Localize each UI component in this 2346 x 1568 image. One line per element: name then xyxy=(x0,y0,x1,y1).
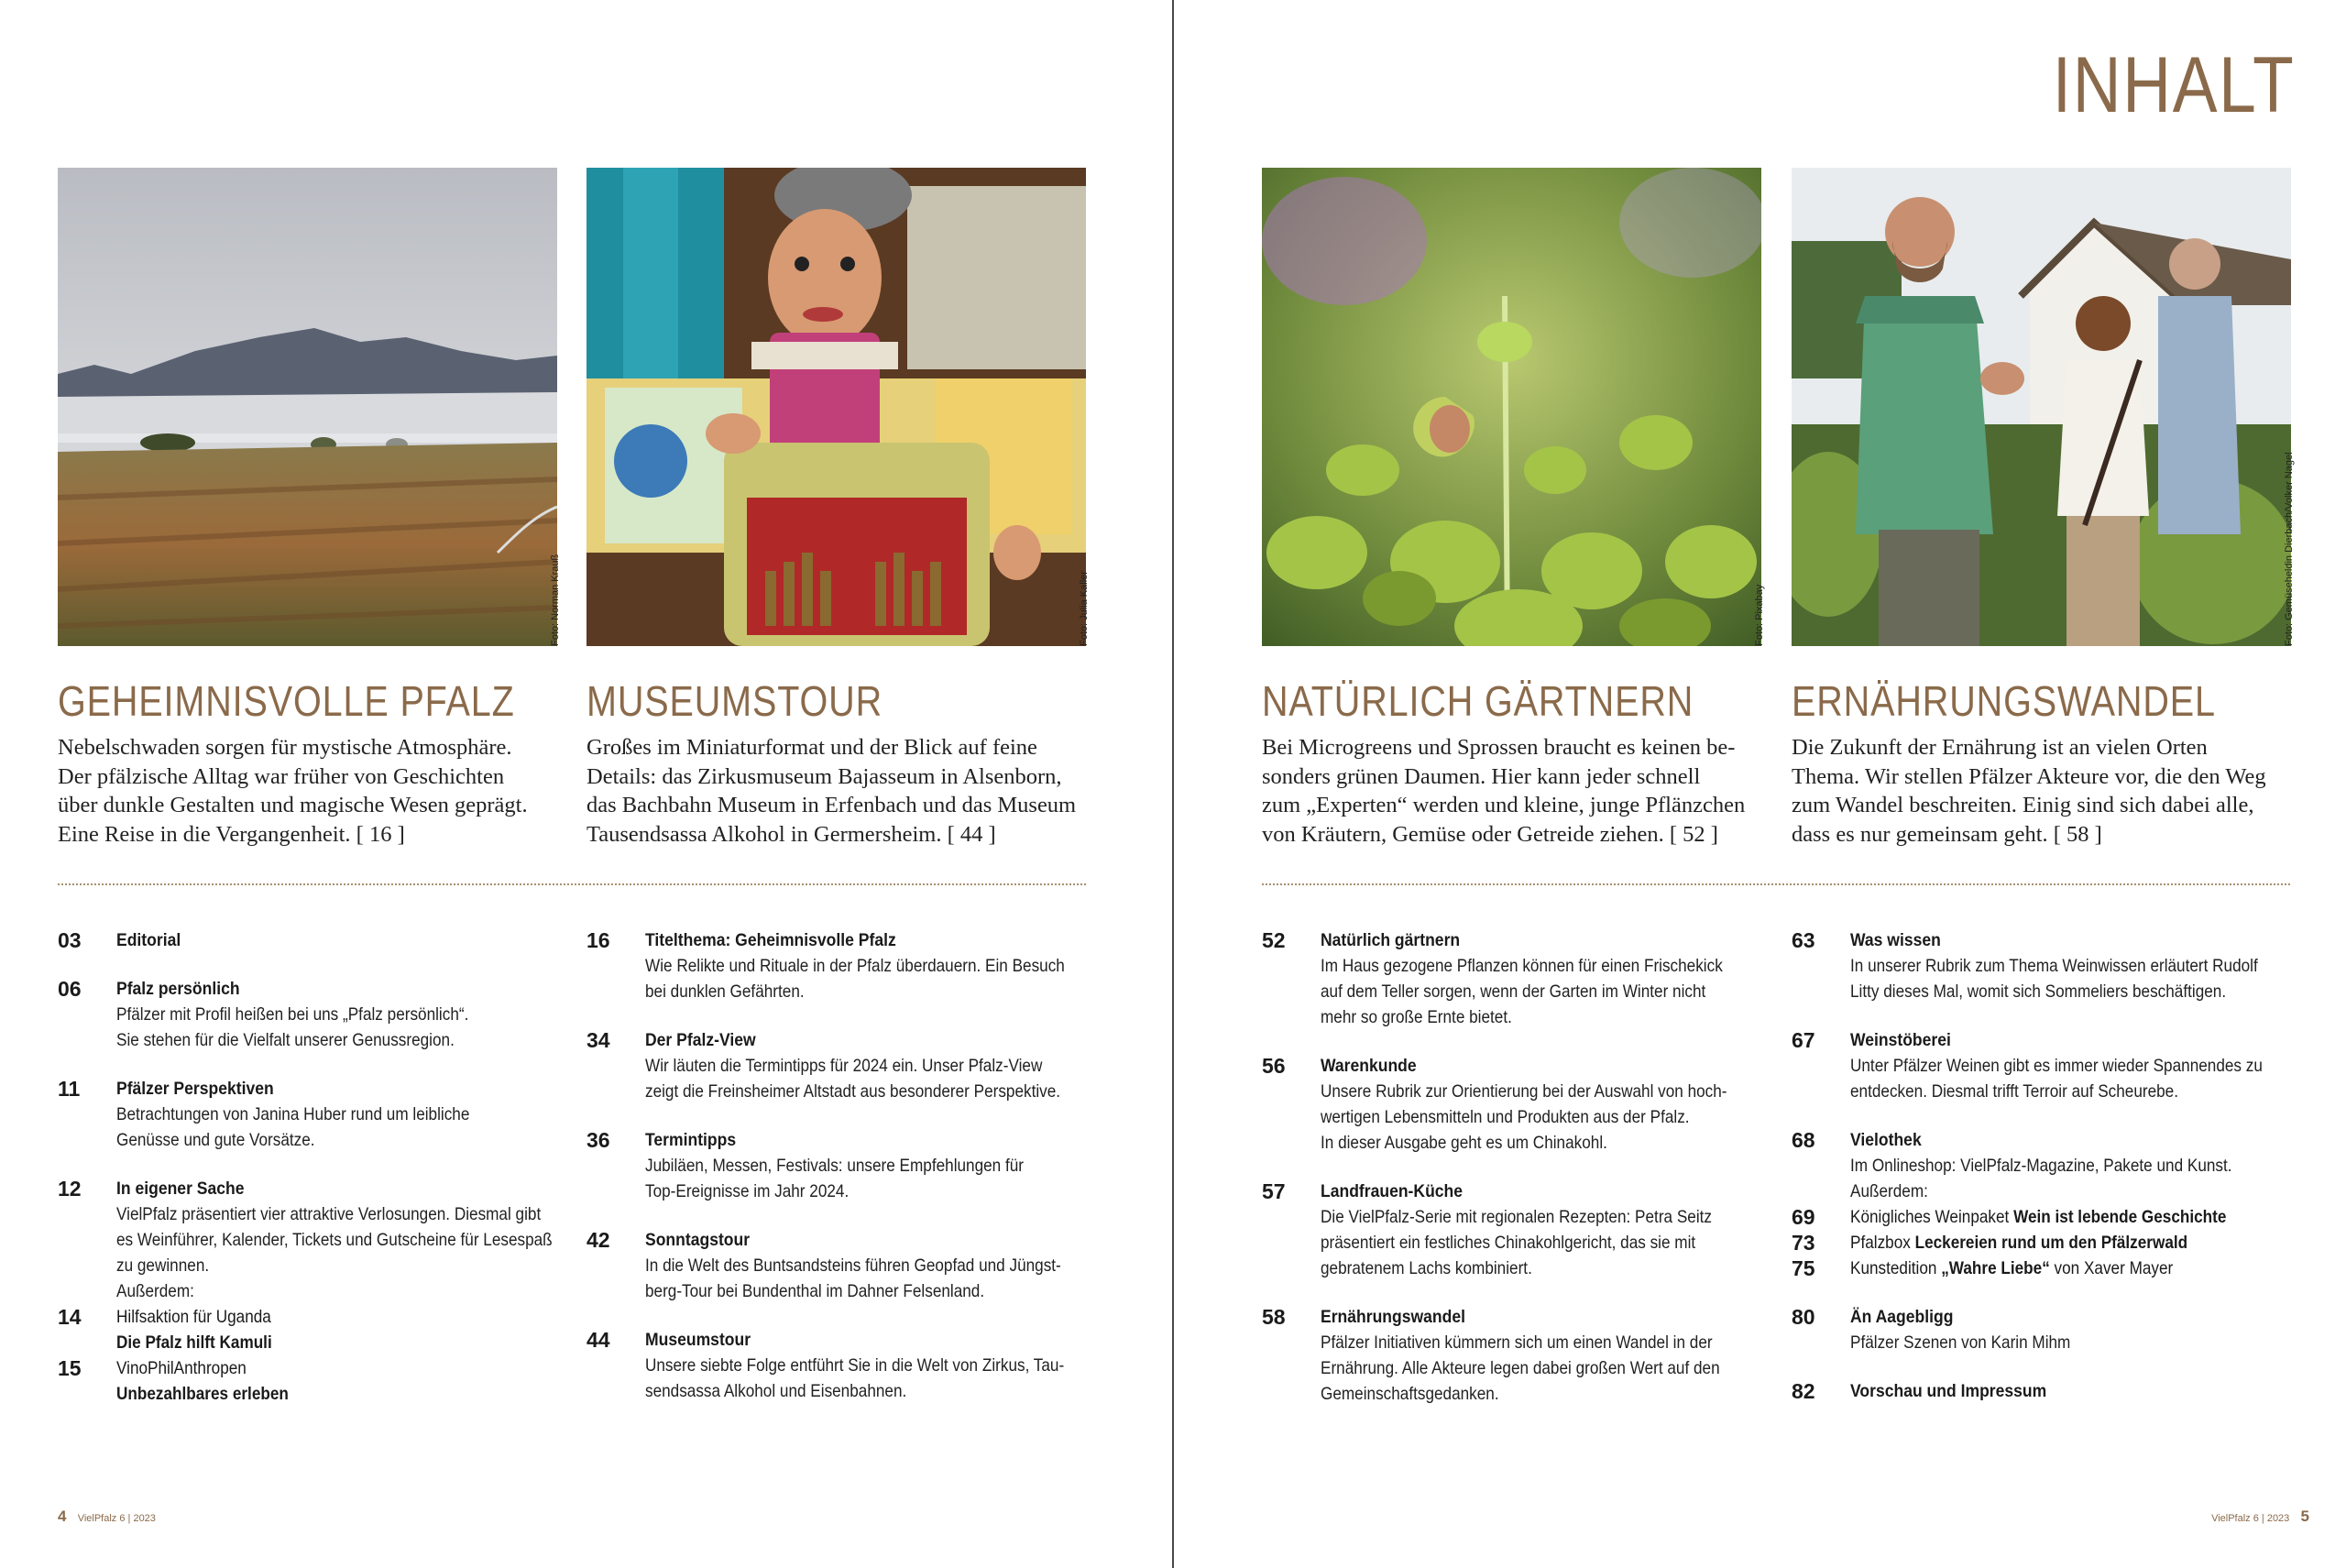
toc-entry[interactable] xyxy=(58,1076,571,1153)
entry-description: Wir läuten die Termintipps für 2024 ein. Unser Pfalz-View xyxy=(645,1056,1043,1076)
entry-description: Außerdem: xyxy=(1850,1181,1928,1201)
feature-title: GEHEIMNISVOLLE PFALZ xyxy=(58,677,515,725)
sub-entry-text: Hilfsaktion für Uganda xyxy=(116,1307,271,1327)
entry-description: VielPfalz präsentiert vier attraktive Verlosungen. Diesmal gibt xyxy=(116,1204,542,1224)
sub-entry-prefix: Kunstedition xyxy=(1850,1258,1942,1278)
entry-description: entdecken. Diesmal trifft Terroir auf Scheurebe. xyxy=(1850,1081,2179,1102)
toc-entry[interactable] xyxy=(1792,1027,2305,1104)
entry-description: Unsere siebte Folge entführt Sie in die Welt von Zirkus, Tau- xyxy=(645,1355,1065,1376)
entry-description: Wie Relikte und Rituale in der Pfalz überdauern. Ein Besuch xyxy=(645,956,1065,976)
magazine-issue: VielPfalz 6 | 2023 xyxy=(2211,1513,2290,1524)
toc-sub-entry[interactable] xyxy=(58,1381,571,1407)
entry-description: Im Haus gezogene Pflanzen können für einen Frischekick xyxy=(1321,956,1723,976)
toc-entry[interactable] xyxy=(586,927,1100,1004)
feature-text xyxy=(58,733,557,849)
entry-description: mehr so große Ernte bietet. xyxy=(1321,1007,1512,1027)
photo-misty-vineyard xyxy=(58,168,557,646)
feature-line: Tausendsassa Alkohol in Germersheim. [ 44 ] xyxy=(586,821,996,847)
page-number: 63 xyxy=(1792,928,1815,952)
feature-text xyxy=(1792,733,2291,849)
toc-sub-entry[interactable] xyxy=(58,1355,571,1381)
photo-credit: Foto: Norman Krauß xyxy=(550,554,561,646)
entry-title: Än Aagebligg xyxy=(1850,1307,1954,1327)
entry-title: Warenkunde xyxy=(1321,1056,1417,1076)
entry-description: In dieser Ausgabe geht es um Chinakohl. xyxy=(1321,1133,1607,1153)
page-number: 16 xyxy=(586,928,610,952)
entry-description: gebratenem Lachs kombiniert. xyxy=(1321,1258,1532,1278)
magazine-issue: VielPfalz 6 | 2023 xyxy=(77,1513,156,1524)
sub-entry-text: Die Pfalz hilft Kamuli xyxy=(116,1332,272,1353)
toc-sub-entry[interactable] xyxy=(58,1304,571,1330)
toc-column-1 xyxy=(58,927,571,1407)
toc-entry[interactable] xyxy=(1262,1053,1775,1156)
entry-description: bei dunklen Gefährten. xyxy=(645,981,805,1002)
entry-description: auf dem Teller sorgen, wenn der Garten im Winter nicht xyxy=(1321,981,1706,1002)
page-number: 57 xyxy=(1262,1179,1286,1203)
feature-line: zum „Experten“ werden und kleine, junge Pflänzchen xyxy=(1262,793,1746,817)
toc-column-2 xyxy=(586,927,1100,1427)
entry-description: Pfälzer Szenen von Karin Mihm xyxy=(1850,1332,2071,1353)
entry-title: Ernährungswandel xyxy=(1321,1307,1465,1327)
photo-garden-people xyxy=(1792,168,2291,646)
toc-entry[interactable] xyxy=(586,1027,1100,1104)
page-number: 56 xyxy=(1262,1054,1286,1078)
entry-description: wertigen Lebensmitteln und Produkten aus der Pfalz. xyxy=(1321,1107,1690,1127)
sub-entry-text: Unbezahlbares erleben xyxy=(116,1384,289,1404)
entry-description: Top-Ereignisse im Jahr 2024. xyxy=(645,1181,850,1201)
entry-title: Landfrauen-Küche xyxy=(1321,1181,1464,1201)
sub-entry-text xyxy=(1850,1230,2250,1255)
entry-title: Termintipps xyxy=(645,1130,737,1150)
toc-entry[interactable] xyxy=(1262,1304,1775,1407)
sub-entry-prefix: Königliches Weinpaket xyxy=(1850,1207,2014,1227)
page-number: 12 xyxy=(58,1177,82,1201)
feature-line: dass es nur gemeinsam geht. [ 58 ] xyxy=(1792,821,2102,847)
page-number: 34 xyxy=(586,1028,610,1052)
photo-credit: Foto: Gemüseheldin Dierbach/Volker Nagel xyxy=(2284,452,2295,646)
entry-description: Litty dieses Mal, womit sich Sommeliers beschäftigen. xyxy=(1850,981,2227,1002)
entry-description: Betrachtungen von Janina Huber rund um leibliche xyxy=(116,1104,470,1124)
entry-title: Vielothek xyxy=(1850,1130,1922,1150)
entry-description: Unsere Rubrik zur Orientierung bei der Auswahl von hoch- xyxy=(1321,1081,1727,1102)
entry-description: zeigt die Freinsheimer Altstadt aus besonderer Perspektive. xyxy=(645,1081,1061,1102)
entry-description: Ernährung. Alle Akteure legen dabei großen Wert auf den xyxy=(1321,1358,1720,1378)
entry-description: Jubiläen, Messen, Festivals: unsere Empfehlungen für xyxy=(645,1156,1025,1176)
toc-entry[interactable] xyxy=(1262,1179,1775,1281)
feature-line: Der pfälzische Alltag war früher von Geschichten xyxy=(58,763,505,789)
entry-description: Die VielPfalz-Serie mit regionalen Rezepten: Petra Seitz xyxy=(1321,1207,1712,1227)
entry-description: In die Welt des Buntsandsteins führen Geopfad und Jüngst- xyxy=(645,1255,1061,1276)
entry-title: Der Pfalz-View xyxy=(645,1030,756,1050)
sub-entry-prefix: Pfalzbox xyxy=(1850,1233,1915,1253)
toc-entry[interactable] xyxy=(1262,927,1775,1030)
page-number: 14 xyxy=(58,1305,82,1329)
feature-text xyxy=(1262,733,1761,849)
toc-entry[interactable] xyxy=(1792,1378,2305,1404)
entry-description: Pfälzer mit Profil heißen bei uns „Pfalz persönlich“. xyxy=(116,1004,469,1025)
sub-entry-text xyxy=(1850,1255,2250,1281)
page-number: 5 xyxy=(2300,1508,2309,1525)
dotted-divider xyxy=(1262,883,2290,885)
page-number: 06 xyxy=(58,977,82,1001)
toc-entry[interactable] xyxy=(586,1327,1100,1404)
page-number: 82 xyxy=(1792,1379,1815,1403)
toc-entry[interactable] xyxy=(586,1127,1100,1204)
folio-right xyxy=(2211,1508,2309,1526)
feature-line: das Bachbahn Museum in Erfenbach und das Museum xyxy=(586,793,1077,817)
entry-description: Sie stehen für die Vielfalt unserer Genussregion. xyxy=(116,1030,455,1050)
page-number: 73 xyxy=(1792,1231,1815,1255)
feature-title: ERNÄHRUNGSWANDEL xyxy=(1792,677,2216,725)
toc-column-3 xyxy=(1262,927,1775,1430)
feature-title: NATÜRLICH GÄRTNERN xyxy=(1262,677,1694,725)
folio-left xyxy=(58,1508,156,1526)
page-number: 67 xyxy=(1792,1028,1815,1052)
page-number: 44 xyxy=(586,1328,610,1352)
entry-description: Gemeinschaftsgedanken. xyxy=(1321,1384,1499,1404)
entry-title: Weinstöberei xyxy=(1850,1030,1951,1050)
photo-microgreens xyxy=(1262,168,1761,646)
entry-description: Im Onlineshop: VielPfalz-Magazine, Pakete und Kunst. xyxy=(1850,1156,2232,1176)
photo-credit: Foto: Julia Kaller xyxy=(1079,571,1090,646)
entry-description: Pfälzer Initiativen kümmern sich um einen Wandel in der xyxy=(1321,1332,1713,1353)
left-page xyxy=(0,0,1172,1568)
entry-title: Pfälzer Perspektiven xyxy=(116,1079,274,1099)
entry-description: sendsassa Alkohol und Eisenbahnen. xyxy=(645,1381,907,1401)
feature-line: Thema. Wir stellen Pfälzer Akteure vor, die den Weg xyxy=(1792,763,2266,789)
right-page xyxy=(1174,0,2346,1568)
entry-description: Genüsse und gute Vorsätze. xyxy=(116,1130,315,1150)
feature-line: zum Wandel beschreiten. Einig sind sich dabei alle, xyxy=(1792,793,2254,817)
entry-description: präsentiert ein festliches Chinakohlgericht, das sie mit xyxy=(1321,1233,1696,1253)
sub-entry-highlight: Wein ist lebende Geschichte xyxy=(2013,1207,2227,1227)
entry-title: Titelthema: Geheimnisvolle Pfalz xyxy=(645,930,896,950)
entry-title: Was wissen xyxy=(1850,930,1941,950)
toc-entry[interactable] xyxy=(58,976,571,1053)
page-number: 69 xyxy=(1792,1205,1815,1229)
toc-sub-entry[interactable] xyxy=(1792,1230,2305,1255)
page-number: 36 xyxy=(586,1128,610,1152)
sub-entry-highlight: Leckereien rund um den Pfälzerwald xyxy=(1914,1233,2188,1253)
sub-entry-suffix: von Xaver Mayer xyxy=(2049,1258,2174,1278)
entry-description: berg-Tour bei Bundenthal im Dahner Felsenland. xyxy=(645,1281,985,1301)
page-number: 03 xyxy=(58,928,82,952)
toc-entry[interactable] xyxy=(1792,1304,2305,1355)
page-number: 4 xyxy=(58,1508,67,1525)
entry-description: Außerdem: xyxy=(116,1281,194,1301)
photo-puppet-organ xyxy=(586,168,1086,646)
feature-line: über dunkle Gestalten und magische Wesen geprägt. xyxy=(58,793,528,817)
page-number: 68 xyxy=(1792,1128,1815,1152)
photo-credit: Foto: Pixabay xyxy=(1754,584,1765,646)
toc-entry[interactable] xyxy=(1792,1127,2305,1204)
page-title: INHALT xyxy=(2052,41,2295,129)
entry-title: Vorschau und Impressum xyxy=(1850,1381,2047,1401)
feature-text xyxy=(586,733,1086,849)
page-number: 58 xyxy=(1262,1305,1286,1329)
toc-entry[interactable] xyxy=(58,927,571,953)
entry-title: Editorial xyxy=(116,930,181,950)
feature-line: Eine Reise in die Vergangenheit. [ 16 ] xyxy=(58,821,405,847)
toc-column-4 xyxy=(1792,927,2305,1427)
feature-line: Die Zukunft der Ernährung ist an vielen Orten xyxy=(1792,735,2208,760)
page-number: 52 xyxy=(1262,928,1286,952)
toc-sub-entry[interactable] xyxy=(1792,1204,2305,1230)
feature-title: MUSEUMSTOUR xyxy=(586,677,883,725)
feature-line: von Kräutern, Gemüse oder Getreide ziehen. [ 52 ] xyxy=(1262,821,1718,847)
entry-description: Unter Pfälzer Weinen gibt es immer wieder Spannendes zu xyxy=(1850,1056,2263,1076)
sub-entry-text: VinoPhilAnthropen xyxy=(116,1358,247,1378)
sub-entry-highlight: „Wahre Liebe“ xyxy=(1941,1258,2050,1278)
entry-description: In unserer Rubrik zum Thema Weinwissen erläutert Rudolf xyxy=(1850,956,2258,976)
toc-entry[interactable] xyxy=(586,1227,1100,1304)
entry-title: Museumstour xyxy=(645,1330,751,1350)
page-number: 42 xyxy=(586,1228,610,1252)
page-number: 75 xyxy=(1792,1256,1815,1280)
toc-entry[interactable] xyxy=(58,1176,571,1304)
entry-title: Pfalz persönlich xyxy=(116,979,240,999)
feature-line: sonders grünen Daumen. Hier kann jeder schnell xyxy=(1262,763,1701,789)
feature-line: Nebelschwaden sorgen für mystische Atmosphäre. xyxy=(58,735,512,760)
toc-entry[interactable] xyxy=(1792,927,2305,1004)
toc-sub-entry[interactable] xyxy=(1792,1255,2305,1281)
entry-description: zu gewinnen. xyxy=(116,1255,210,1276)
entry-title: Natürlich gärtnern xyxy=(1321,930,1461,950)
page-number: 80 xyxy=(1792,1305,1815,1329)
entry-description: es Weinführer, Kalender, Tickets und Gutscheine für Lesespaß xyxy=(116,1230,553,1250)
page-number: 11 xyxy=(58,1077,81,1101)
entry-title: Sonntagstour xyxy=(645,1230,751,1250)
dotted-divider xyxy=(58,883,1086,885)
feature-line: Bei Microgreens und Sprossen braucht es keinen be- xyxy=(1262,735,1736,760)
page-number: 15 xyxy=(58,1356,82,1380)
sub-entry-text xyxy=(1850,1204,2250,1230)
entry-title: In eigener Sache xyxy=(116,1179,245,1199)
feature-line: Details: das Zirkusmuseum Bajasseum in Alsenborn, xyxy=(586,763,1062,789)
feature-line: Großes im Miniaturformat und der Blick auf feine xyxy=(586,735,1037,760)
toc-sub-entry[interactable] xyxy=(58,1330,571,1355)
